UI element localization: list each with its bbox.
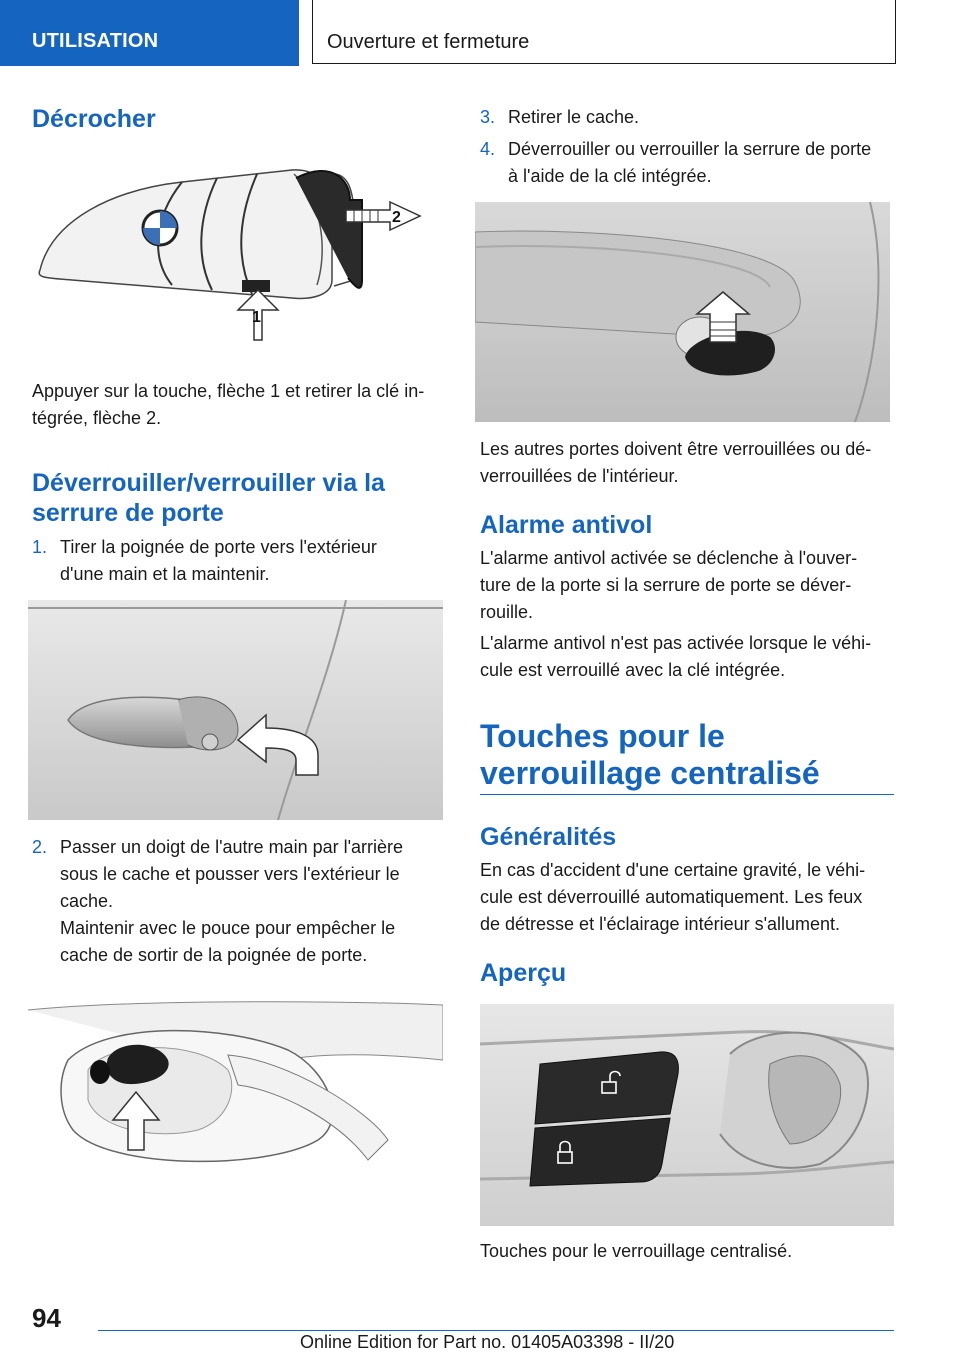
paragraph-alarme1-line2: ture de la porte si la serrure de porte se déver‐ xyxy=(480,575,852,595)
figure-caption: Touches pour le verrouillage centralisé. xyxy=(480,1241,793,1261)
central-locking-figure xyxy=(480,1004,894,1226)
heading-decrocher: Décrocher xyxy=(32,105,156,133)
step2-note-line2: cache de sortir de la poignée de porte. xyxy=(60,945,368,965)
step-text-line: à l'aide de la clé intégrée. xyxy=(508,166,712,186)
heading-touches-line2: verrouillage centralisé xyxy=(480,755,820,791)
arrow-label-2: 2 xyxy=(392,209,401,226)
section-rule xyxy=(480,794,894,795)
chapter-box xyxy=(312,0,896,64)
paragraph-generalites-line2: cule est déverrouillé automatiquement. Les feux xyxy=(480,887,863,907)
step-number: 4. xyxy=(480,139,496,159)
paragraph-autres-line1: Les autres portes doivent être verrouillées ou dé‐ xyxy=(480,439,872,459)
heading-deverrouiller-line2: serrure de porte xyxy=(32,499,224,527)
step-text-line: Passer un doigt de l'autre main par l'arrière xyxy=(60,837,404,857)
key-figure xyxy=(32,160,442,360)
cache-removal-figure xyxy=(28,1000,443,1170)
section-tab xyxy=(0,0,299,66)
step-1 xyxy=(32,534,444,594)
heading-deverrouiller-line1: Déverrouiller/verrouiller via la xyxy=(32,469,385,497)
step-text-line: Tirer la poignée de porte vers l'extérieur xyxy=(60,537,377,557)
heading-apercu: Aperçu xyxy=(480,959,567,987)
step-text-line: Déverrouiller ou verrouiller la serrure de porte xyxy=(508,139,872,159)
step-3 xyxy=(480,104,894,132)
paragraph-alarme1-line1: L'alarme antivol activée se déclenche à l'ouver‐ xyxy=(480,548,858,568)
step-number: 3. xyxy=(480,107,496,127)
heading-alarme: Alarme antivol xyxy=(480,511,653,539)
door-lock-figure xyxy=(475,202,890,422)
door-handle-figure xyxy=(28,600,443,820)
paragraph-autres-line2: verrouillées de l'intérieur. xyxy=(480,466,679,486)
step-text-line: cache. xyxy=(60,891,114,911)
paragraph-generalites-line1: En cas d'accident d'une certaine gravité, le véhi‐ xyxy=(480,860,866,880)
page-number: 94 xyxy=(32,1303,61,1333)
chapter-title: Ouverture et fermeture xyxy=(327,31,530,53)
section-title: UTILISATION xyxy=(32,30,159,52)
paragraph-appuyer: Appuyer sur la touche, flèche 1 et retirer la clé in‐ tégrée, flèche 2. xyxy=(32,381,425,428)
step-2 xyxy=(32,834,444,920)
arrow-label-1: 1 xyxy=(252,309,261,326)
step-number: 1. xyxy=(32,537,48,557)
paragraph-alarme2-line2: cule est verrouillé avec la clé intégrée. xyxy=(480,660,786,680)
heading-generalites: Généralités xyxy=(480,823,617,851)
step-text-line: d'une main et la maintenir. xyxy=(60,564,270,584)
heading-touches-line1: Touches pour le xyxy=(480,718,725,754)
step2-note-line1: Maintenir avec le pouce pour empêcher le xyxy=(60,918,396,938)
paragraph-generalites-line3: de détresse et l'éclairage intérieur s'allument. xyxy=(480,914,841,934)
step-4 xyxy=(480,136,894,192)
step-text-line: Retirer le cache. xyxy=(508,107,640,127)
step-text-line: sous le cache et pousser vers l'extérieur le xyxy=(60,864,400,884)
footer-edition: Online Edition for Part no. 01405A03398 - II/20 xyxy=(300,1332,675,1352)
step-number: 2. xyxy=(32,837,48,857)
paragraph-alarme1-line3: rouille. xyxy=(480,602,534,622)
paragraph-alarme2-line1: L'alarme antivol n'est pas activée lorsque le véhi‐ xyxy=(480,633,872,653)
footer-rule xyxy=(98,1330,894,1331)
